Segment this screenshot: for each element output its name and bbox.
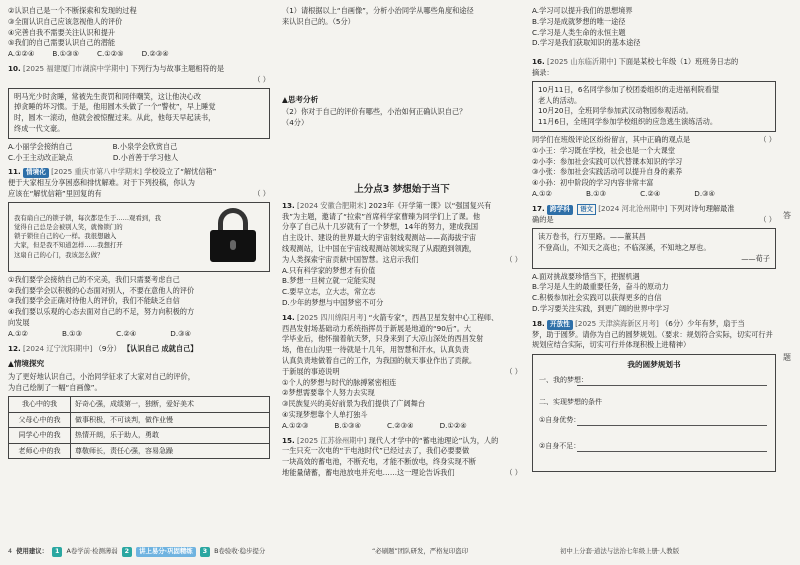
story-line: 时，圆木一滚动，他就会被惊醒过来。从此，他每天早起读书， <box>14 113 216 123</box>
question-stem: 西昌发射场基础动力系统指挥员于新展是地道的“90后”。大 <box>282 323 472 333</box>
question-text: （4分） <box>282 117 309 127</box>
answer-space <box>282 28 522 90</box>
option-c: C.要早立志，立大志，常立志 <box>282 287 376 297</box>
table-cell: 我心中的我 <box>9 397 71 413</box>
question-stem: 梦，助于圆梦。请你为自己的圆梦规划。（要求：规划符合实际，切实可行并 <box>532 329 773 339</box>
question-number: 15. <box>282 435 295 445</box>
option-c: C.学习是人类生命的永恒主题 <box>532 27 626 37</box>
question-text: 为自己绘制了一幅“自画像”。 <box>8 382 102 392</box>
question-stem: （6分）少年有梦，扇于当 <box>661 318 745 328</box>
question-stem: 线观测站，让中国在宇宙线观测站领域实现了从跟跑到领跑， <box>282 244 477 254</box>
option-line: ②小李：参加社会实践可以代替课本知识的学习 <box>532 156 683 166</box>
table-cell: 热情开朗，乐于助人，勇敢 <box>71 428 270 444</box>
question-source: [2025 江苏徐州期中] <box>297 435 367 445</box>
question-points: （9分） <box>94 343 121 353</box>
question-17 <box>532 204 776 315</box>
letter-box <box>8 202 270 272</box>
story-line: 明马光少时贪睡，常被先生责罚和同伴嘲笑，这让他决心改 <box>14 91 201 101</box>
table-cell: 好奇心强，成绩第一，独断，爱好美术 <box>71 397 270 413</box>
question-source: [2025 山东临沂期中] <box>547 57 617 67</box>
question-ask: 同学们在班级评论区纷纷留言，其中正确的观点是 <box>532 134 691 144</box>
question-source: [2025 重庆市第八中学期末] <box>51 167 142 177</box>
table-row <box>9 428 270 444</box>
story-box <box>8 88 270 139</box>
question-stem: 分享了自己从十几岁就有了一个梦想，14年的努力，建成我国 <box>282 222 479 232</box>
choice: B.①③④ <box>334 420 361 430</box>
question-stem: 下面是某校七年级（1）班班务日志的 <box>618 57 739 67</box>
option-b: B.小泉学会欣赏自己 <box>112 141 178 151</box>
question-stem: 下列行为与故事主题相符的是 <box>130 63 225 73</box>
option-b: B.梦想一旦树立就一定能实现 <box>282 276 376 286</box>
question-number: 10. <box>8 63 21 73</box>
table-cell: 同学心中的我 <box>9 428 71 444</box>
plan-title: 我的圆梦规划书 <box>627 360 681 370</box>
footer-middle: “必刷题”团队研发，严格复印盗印 <box>372 547 469 556</box>
choice: A.①② <box>532 188 552 198</box>
option-d: D.小首善于学习他人 <box>112 152 179 162</box>
option-line: ③小张：参加社会实践活动可以提升自身的素养 <box>532 167 683 177</box>
option-line: ①小王：学习既在学校，社会也是一个大课堂 <box>532 145 676 155</box>
question-stem: 学毕业后，他怀揣着航天梦，只身来到了大凉山深处的西昌发射 <box>282 334 484 344</box>
option-c: C.积极参加社会实践可以获得更多的自信 <box>532 293 662 303</box>
option-line: ②梦想需要靠个人努力去实现 <box>282 388 375 398</box>
dream-plan-box <box>532 354 776 472</box>
choices-row <box>8 49 270 60</box>
table-row <box>9 412 270 428</box>
option-line: ①我们要学会接纳自己的不完美，我们只需要考虑自己 <box>8 274 180 284</box>
question-stem: 下列对诗句理解最准 <box>669 203 735 213</box>
question-stem: 应该在“解忧信箱”里回复的有 <box>8 189 102 199</box>
question-text: 为了更好地认识自己，小治同学征求了大家对自己的评价， <box>8 371 195 381</box>
plan-row: 一、我的梦想： <box>539 376 588 385</box>
option-b: B.学习是成就梦想的唯一途径 <box>532 16 626 26</box>
question-text: 来认识自己的。（5分） <box>282 16 355 26</box>
side-mark: 题 <box>783 353 791 362</box>
question-stem: 认真负责地做着自己的工作，为我国的航天事业作出了贡献。 <box>282 355 477 365</box>
question-source: [2024 安徽合肥期末] <box>297 200 367 210</box>
self-portrait-table <box>8 396 270 459</box>
plan-row: ①自身优势： <box>539 416 581 425</box>
choice: A.①②③ <box>282 420 309 430</box>
story-line: 掉贪睡的坏习惯。于是，他用圆木头做了一个“警枕”，早上睡觉 <box>14 102 216 112</box>
choice: C.②④ <box>640 188 661 198</box>
tag-badge: 情境化 <box>23 168 49 178</box>
answer-paren: （ ） <box>505 467 522 477</box>
log-line: 11月6日，全班同学参加学校组织的应急逃生演练活动。 <box>538 117 718 127</box>
answer-paren: （ ） <box>759 215 776 225</box>
footer-label: 使用建议： <box>16 547 49 556</box>
padlock-icon <box>206 206 264 268</box>
question-stem: 于新展的事迹说明 <box>282 366 340 376</box>
question-source: [2024 河北沧州期中] <box>598 203 668 213</box>
footer-right: 初中上分套·道法与法治七年级上册·人教版 <box>560 547 680 556</box>
question-number: 14. <box>282 312 295 322</box>
middle-column <box>282 6 522 479</box>
question-stem: 场，他在山沟里一待就是十几年，用智慧和汗水，认真负责 <box>282 345 469 355</box>
log-box <box>532 81 776 132</box>
table-row <box>9 443 270 459</box>
choice: D.③④ <box>694 188 715 198</box>
letter-line: 我有扇自己的锁子锁，每次都是生于……观看到，我 <box>14 213 161 222</box>
option-line: ③全面认识自己应该忽视他人的评价 <box>8 16 123 26</box>
option-line: ⑤我们的自己需要认识自己的潜能 <box>8 38 116 48</box>
question-stem: 为人类探索宇宙贡献中国智慧。这启示我们 <box>282 254 419 264</box>
answer-line[interactable] <box>577 451 767 452</box>
question-topic: 【认识自己 成就自己】 <box>123 343 198 353</box>
choice: A.①② <box>8 328 28 338</box>
step-badge: 2 <box>122 547 132 557</box>
step-text: B卷验收·稳步提分 <box>214 547 266 556</box>
choice: D.③④ <box>170 328 191 338</box>
answer-space <box>282 129 522 173</box>
choice: D.②③④ <box>141 49 169 59</box>
subject-badge: 语文 <box>577 204 596 216</box>
quote-line: 不登高山，不知天之高也；不临深溪，不知地之厚也。 <box>538 242 711 252</box>
log-line: 10月20日，全班同学参加武汉动物园参观活动。 <box>538 106 693 116</box>
sub-heading: ▲思考分析 <box>282 94 319 104</box>
question-10 <box>8 64 270 163</box>
question-stem: 一生只充一次电的“干电池时代”已经过去了，我们必要要做 <box>282 446 470 456</box>
question-11 <box>8 167 270 339</box>
option-a: A.只有科学家的梦想才有价值 <box>282 265 376 275</box>
question-18 <box>532 319 776 472</box>
table-cell: 做事积极，不可谈判，做作业慢 <box>71 412 270 428</box>
question-number: 11. <box>8 167 21 177</box>
option-line: ②认识自己是一个不断探索和发现的过程 <box>8 6 137 15</box>
option-a: A.学习可以提升我们的思想境界 <box>532 6 633 15</box>
answer-line[interactable] <box>577 425 767 426</box>
right-column <box>532 6 776 472</box>
left-column <box>8 6 270 459</box>
option-line: ④小孙：初中阶段的学习内容非常丰富 <box>532 178 654 188</box>
section-title: 上分点3 梦想始于当下 <box>354 183 450 195</box>
question-12 <box>8 344 270 460</box>
question-number: 17. <box>532 203 545 213</box>
option-b: B.学习是人生的最重要任务，奋斗的原动力 <box>532 282 669 292</box>
step-badge: 3 <box>200 547 210 557</box>
option-line: ①个人的梦想与时代的脉搏紧密相连 <box>282 377 397 387</box>
question-stem: 学校设立了“解忧信箱” <box>144 167 217 177</box>
question-stem: 便于大家相互分享困惑和排忧解难。对于下列投稿，你认为 <box>8 178 195 188</box>
choice: C.②③④ <box>386 420 414 430</box>
question-14 <box>282 313 522 432</box>
question-16 <box>532 57 776 200</box>
quote-box <box>532 228 776 268</box>
page-number: 4 <box>8 547 13 556</box>
question-stem: 2023年《开学第一课》以“强国复兴有 <box>368 200 492 210</box>
table-row <box>9 397 270 413</box>
footer-left <box>8 547 265 557</box>
option-line: ③民族复兴的美好前景为我们提供了广阔舞台 <box>282 399 426 409</box>
letter-line: 这扇自己的心门，我该怎么做？ <box>14 250 104 259</box>
question-stem: 现代人才学中的“蓄电池理论”认为，人的 <box>368 435 499 445</box>
question-stem: 自主设计、建设的世界最大的宇宙射线观测站——高海拔宇宙 <box>282 233 477 243</box>
step-badge: 1 <box>52 547 62 557</box>
option-line: ④实现梦想靠个人单打独斗 <box>282 409 368 419</box>
option-d: D.学习是我们获取知识的基本途径 <box>532 38 641 48</box>
question-stem: 一块高效的蓄电池，不断充电，才能不断放电，终身实现不断 <box>282 457 477 467</box>
answer-paren: （ ） <box>505 254 522 264</box>
answer-paren: （ ） <box>253 189 270 199</box>
option-d: D.少年的梦想与中国梦密不可分 <box>282 298 384 307</box>
option-line: ②我们要学会以积极的心态面对别人，不要在意他人的评价 <box>8 285 195 295</box>
choice: B.①③⑤ <box>52 49 79 59</box>
choice: A.①②④ <box>8 49 35 59</box>
question-number: 16. <box>532 57 545 67</box>
plan-row: ②自身不足： <box>539 442 581 451</box>
table-cell: 父母心中的我 <box>9 412 71 428</box>
answer-paren: （ ） <box>253 74 270 84</box>
option-c: C.小王主动改正缺点 <box>8 152 73 162</box>
question-number: 18. <box>532 318 545 328</box>
question-source: [2025 福建厦门市湖滨中学期中] <box>23 63 129 73</box>
letter-line: 锁子锁住自己的心一样。我很想融入 <box>14 232 117 241</box>
plan-row: 二、实现梦想的条件 <box>539 398 602 407</box>
question-text: （1）请根据以上“自画像”，分析小治同学从哪些角度和途径 <box>282 6 474 15</box>
question-stem: 确的是 <box>532 215 554 225</box>
choice: C.①②⑤ <box>96 49 124 59</box>
choice: B.①③ <box>61 328 83 338</box>
tag-badge: 跨学科 <box>547 205 573 215</box>
tag-badge: 开放性 <box>547 320 573 330</box>
side-mark: 答 <box>783 211 791 220</box>
sub-heading: ▲情境探究 <box>8 359 45 369</box>
question-stem: 地能量储蓄，蓄电池放电并充电……这一理论告诉我们 <box>282 467 455 477</box>
step-text: 讲上易分·巩固精练 <box>136 547 196 557</box>
question-source: [2024 辽宁沈阳期中] <box>23 343 93 353</box>
question-source: [2025 四川绵阳月考] <box>297 312 367 322</box>
quote-line: 读万卷书，行万里路。——董其昌 <box>538 232 646 242</box>
question-stem: “火箭专家”，西昌卫星发射中心工程师、 <box>368 312 499 322</box>
option-line: 向发展 <box>8 318 30 328</box>
question-text: （2）你对于自己的评价有哪些，小治如何正确认识自己？ <box>282 106 467 116</box>
option-line: ④完善自我不需要关注认识和提升 <box>8 27 116 37</box>
question-stem: 摘录： <box>532 67 554 77</box>
story-line: 终成一代文豪。 <box>14 123 65 133</box>
letter-line: 大家，但是我不知道怎样……我想打开 <box>14 241 123 250</box>
choice: B.①③ <box>585 188 607 198</box>
answer-paren: （ ） <box>759 134 776 144</box>
letter-line: 觉得自己总是会被别人笑，就像锁门的 <box>14 222 123 231</box>
question-stem: 规划应结合实际，切实可行并体现积极上进精神） <box>532 340 691 350</box>
table-cell: 老师心中的我 <box>9 443 71 459</box>
log-line: 老人的活动。 <box>538 95 582 105</box>
answer-paren: （ ） <box>505 366 522 376</box>
option-d: D.学习要关注实践，到更广阔的世界中学习 <box>532 303 670 313</box>
option-line: ③我们要学会正确对待他人的评价，我们不能缺乏自信 <box>8 296 180 306</box>
question-source: [2025 天津滨海新区月考] <box>575 318 659 328</box>
question-stem: 我”为主题，邀请了“拉索”首席科学家曹臻为同学们上了课。他 <box>282 211 481 221</box>
choice: C.②④ <box>116 328 137 338</box>
log-line: 10月11日，6名同学参加了校团委组织的走进福利院看望 <box>538 84 719 94</box>
question-number: 13. <box>282 200 295 210</box>
question-15 <box>282 436 522 479</box>
table-cell: 尊敬师长，责任心强，容易急躁 <box>71 443 270 459</box>
option-line: ④我们要以乐观的心态去面对自己的不足，努力向积极的方 <box>8 307 195 317</box>
choice: D.①②④ <box>439 420 467 430</box>
quote-line: ——荀子 <box>741 253 770 263</box>
question-13 <box>282 201 522 309</box>
answer-line[interactable] <box>577 385 767 386</box>
option-a: A.小丽学会接纳自己 <box>8 141 73 151</box>
step-text: A卷学前·检测薄弱 <box>66 547 118 556</box>
option-a: A.面对挑战要珍惜当下，把握机遇 <box>532 271 640 281</box>
question-number: 12. <box>8 343 21 353</box>
